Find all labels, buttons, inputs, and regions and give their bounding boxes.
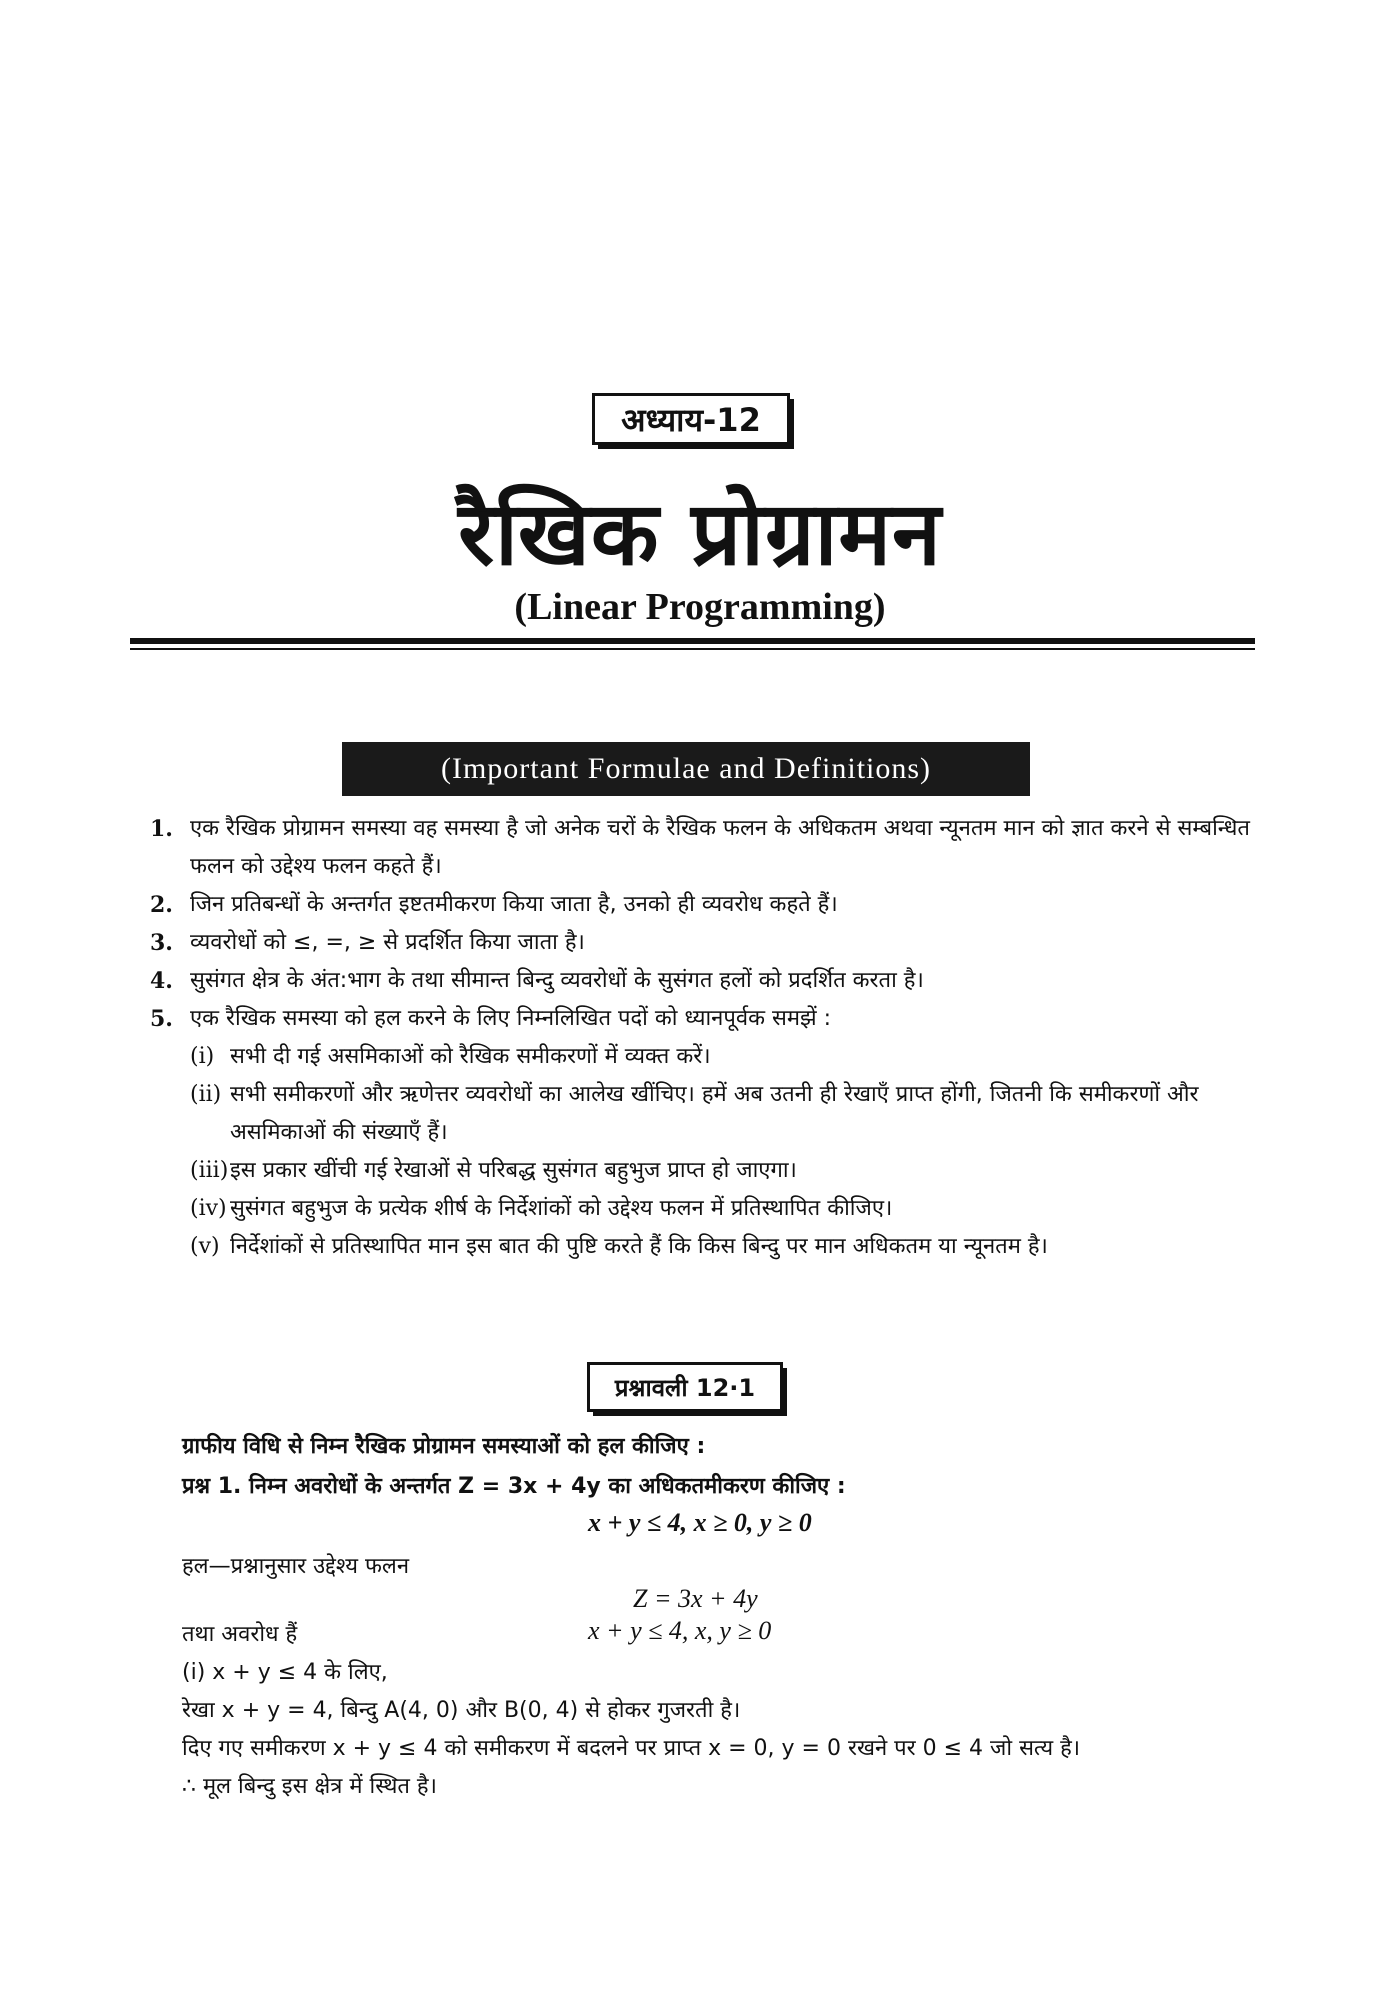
item-text: एक रैखिक प्रोग्रामन समस्या वह समस्या है जो अनेक चरों के रैखिक फलन के अधिकतम अथवा न्यूनतम मान को ज्ञात करने से सम्बन्धित फलन को उद्देश्य फलन कहते हैं। (190, 816, 1250, 879)
solution-line-text: रेखा x + y = 4, बिन्दु A(4, 0) और B(0, 4) से होकर गुजरती है। (182, 1698, 741, 1723)
step-item (150, 1228, 1260, 1266)
chapter-title-hindi: रैखिक प्रोग्रामन (458, 482, 942, 585)
chapter-label: अध्याय-12 (621, 400, 761, 439)
step-number: (iv) (190, 1196, 227, 1221)
step-text: इस प्रकार खींची गई रेखाओं से परिबद्ध सुसंगत बहुभुज प्राप्त हो जाएगा। (230, 1158, 797, 1183)
item-text: सुसंगत क्षेत्र के अंत:भाग के तथा सीमान्त बिन्दु व्यवरोधों के सुसंगत हलों को प्रदर्शित करता है। (190, 968, 924, 993)
solution-label: हल—प्रश्नानुसार उद्देश्य फलन (182, 1554, 410, 1579)
solution-substitute-text: दिए गए समीकरण x + y ≤ 4 को समीकरण में बदलने पर प्राप्त x = 0, y = 0 रखने पर 0 ≤ 4 जो सत्य है। (182, 1736, 1081, 1761)
step-number: (v) (190, 1234, 220, 1259)
definition-item (150, 924, 1260, 962)
title-rule-thick (130, 638, 1255, 644)
chapter-label-box (592, 393, 790, 445)
solution-constraints: x + y ≤ 4, x, y ≥ 0 (588, 1616, 772, 1645)
solution-conclusion: ∴ मूल बिन्दु इस क्षेत्र में स्थित है। (182, 1774, 437, 1799)
solution-constraint-label: तथा अवरोध हैं (182, 1622, 298, 1647)
solution-step-i: (i) x + y ≤ 4 के लिए, (182, 1660, 388, 1685)
chapter-title-english: (Linear Programming) (514, 586, 886, 628)
step-item (150, 1190, 1260, 1228)
item-text: व्यवरोधों को ≤, =, ≥ से प्रदर्शित किया जाता है। (190, 930, 585, 955)
definition-item (150, 962, 1260, 1000)
item-number: 4. (150, 968, 173, 994)
step-text: सभी समीकरणों और ऋणेत्तर व्यवरोधों का आलेख खींचिए। हमें अब उतनी ही रेखाएँ प्राप्त होंगी, जितनी कि समीकरणों और असमिकाओं की संख्याएँ हैं। (230, 1082, 1199, 1145)
title-rule-thin (130, 648, 1255, 650)
step-number: (i) (190, 1044, 215, 1069)
step-text: सुसंगत बहुभुज के प्रत्येक शीर्ष के निर्देशांकों को उद्देश्य फलन में प्रतिस्थापित कीजिए। (230, 1196, 893, 1221)
definitions-list (150, 810, 1260, 1266)
solution-objective: Z = 3x + 4y (633, 1584, 758, 1613)
item-number: 2. (150, 892, 173, 918)
step-item (150, 1152, 1260, 1190)
step-text: सभी दी गई असमिकाओं को रैखिक समीकरणों में व्यक्त करें। (230, 1044, 711, 1069)
formulae-banner-label: (Important Formulae and Definitions) (440, 752, 932, 785)
item-number: 1. (150, 816, 173, 842)
definition-item (150, 1000, 1260, 1038)
formulae-banner (342, 742, 1030, 796)
exercise-label: प्रश्नावली 12·1 (614, 1373, 756, 1402)
step-text: निर्देशांकों से प्रतिस्थापित मान इस बात की पुष्टि करते हैं कि किस बिन्दु पर मान अधिकतम या न्यूनतम है। (230, 1234, 1048, 1259)
item-text: एक रैखिक समस्या को हल करने के लिए निम्नलिखित पदों को ध्यानपूर्वक समझें : (190, 1006, 832, 1031)
definition-item (150, 886, 1260, 924)
question-1-constraints: x + y ≤ 4, x ≥ 0, y ≥ 0 (588, 1508, 812, 1537)
item-number: 5. (150, 1006, 173, 1032)
item-text: जिन प्रतिबन्धों के अन्तर्गत इष्टतमीकरण किया जाता है, उनको ही व्यवरोध कहते हैं। (190, 892, 838, 917)
exercise-label-box (587, 1362, 783, 1412)
item-number: 3. (150, 930, 173, 956)
question-1: प्रश्न 1. निम्न अवरोधों के अन्तर्गत Z = 3x + 4y का अधिकतमीकरण कीजिए : (182, 1474, 846, 1499)
step-item (150, 1038, 1260, 1076)
definition-item (150, 810, 1260, 886)
step-number: (iii) (190, 1158, 229, 1183)
step-item (150, 1076, 1260, 1152)
step-number: (ii) (190, 1082, 222, 1107)
exercise-intro: ग्राफीय विधि से निम्न रैखिक प्रोग्रामन समस्याओं को हल कीजिए : (182, 1434, 706, 1459)
